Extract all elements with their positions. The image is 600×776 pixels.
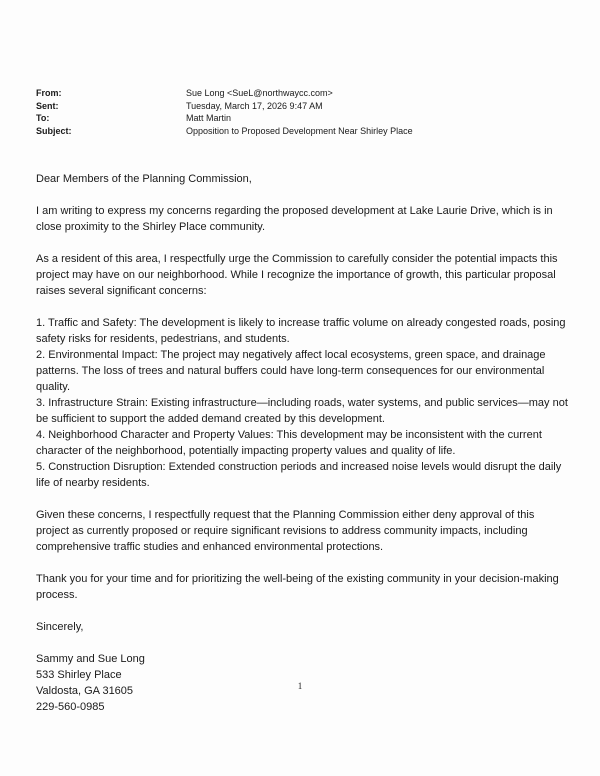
sent-label: Sent: bbox=[36, 100, 59, 111]
header-subject-row bbox=[36, 125, 556, 138]
subject-label: Subject: bbox=[36, 125, 72, 136]
to-value: Matt Martin bbox=[186, 113, 232, 123]
signature-phone: 229-560-0985 bbox=[36, 701, 105, 713]
page-number: 1 bbox=[297, 681, 303, 691]
salutation: Dear Members of the Planning Commission, bbox=[36, 173, 252, 185]
to-label: To: bbox=[36, 113, 50, 123]
concern-traffic: 1. Traffic and Safety: The development is likely to increase traffic volume on already congested roads, posing safety risks for residents, pedestrians, and students. bbox=[36, 317, 566, 345]
paragraph-request: Given these concerns, I respectfully request that the Planning Commission either deny approval of this project as currently proposed or require significant revisions to address community impacts, including comprehensive traffic studies and enhanced environmental protections. bbox=[36, 509, 535, 553]
letter-body bbox=[36, 171, 570, 715]
from-label: From: bbox=[36, 88, 62, 98]
paragraph-intro: I am writing to express my concerns regarding the proposed development at Lake Laurie Drive, which is in close proximity to the Shirley Place community. bbox=[36, 205, 553, 233]
concern-infrastructure: 3. Infrastructure Strain: Existing infrastructure—including roads, water systems, and public services—may not be sufficient to support the added demand created by this development. bbox=[36, 397, 568, 425]
signature-names: Sammy and Sue Long bbox=[36, 653, 145, 665]
header-to-row bbox=[36, 112, 556, 125]
sent-value: Tuesday, March 17, 2026 9:47 AM bbox=[186, 100, 323, 111]
signature-street: 533 Shirley Place bbox=[36, 669, 122, 681]
closing: Sincerely, bbox=[36, 621, 84, 633]
concerns-list bbox=[36, 315, 570, 491]
concern-environment: 2. Environmental Impact: The project may negatively affect local ecosystems, green space, and drainage patterns. The loss of trees and natural buffers could have long-term consequences for our environmental quality. bbox=[36, 349, 546, 393]
header-from-row bbox=[36, 87, 556, 100]
signature-city: Valdosta, GA 31605 bbox=[36, 685, 134, 697]
paragraph-resident: As a resident of this area, I respectfully urge the Commission to carefully consider the potential impacts this project may have on our neighborhood. While I recognize the importance of growth, this particular proposal raises several significant concerns: bbox=[36, 253, 558, 297]
from-value: Sue Long <SueL@northwaycc.com> bbox=[186, 88, 333, 98]
header-sent-row bbox=[36, 100, 556, 113]
concern-neighborhood: 4. Neighborhood Character and Property Values: This development may be inconsistent with the current character of the neighborhood, potentially impacting property values and quality of life. bbox=[36, 429, 542, 457]
concern-construction: 5. Construction Disruption: Extended construction periods and increased noise levels would disrupt the daily life of nearby residents. bbox=[36, 461, 562, 489]
subject-value: Opposition to Proposed Development Near Shirley Place bbox=[186, 125, 413, 136]
email-header bbox=[36, 87, 556, 137]
paragraph-thanks: Thank you for your time and for prioritizing the well-being of the existing community in your decision-making process. bbox=[36, 573, 559, 601]
